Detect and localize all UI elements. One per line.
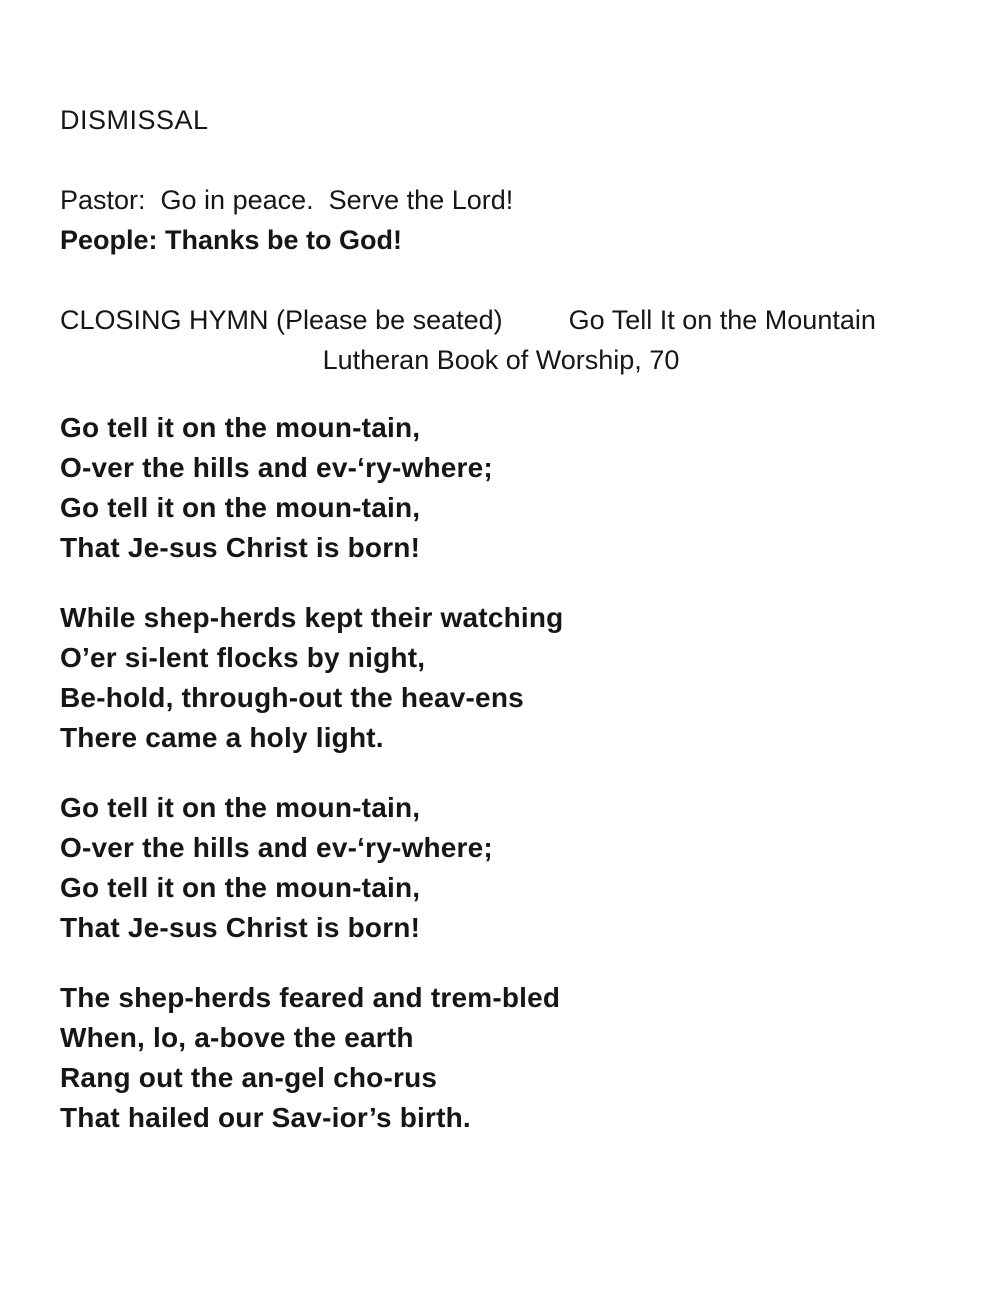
spacer — [60, 260, 942, 300]
hymn-line: That Je-sus Christ is born! — [60, 912, 421, 943]
hymn-line: Go tell it on the moun-tain, — [60, 492, 421, 523]
spacer — [60, 140, 942, 180]
pastor-line: Pastor: Go in peace. Serve the Lord! — [60, 185, 514, 215]
hymn-line: There came a holy light. — [60, 722, 384, 753]
hymn-line: That hailed our Sav-ior’s birth. — [60, 1102, 471, 1133]
hymn-line: When, lo, a-bove the earth — [60, 1022, 414, 1053]
hymn-stanza-verse-1 — [60, 598, 942, 758]
closing-hymn-label: CLOSING HYMN (Please be seated) — [60, 305, 503, 335]
hymn-line: That Je-sus Christ is born! — [60, 532, 421, 563]
hymn-title: Go Tell It on the Mountain — [568, 305, 876, 335]
hymn-line: Be-hold, through-out the heav-ens — [60, 682, 524, 713]
hymn-line: O’er si-lent flocks by night, — [60, 642, 426, 673]
hymn-line: O-ver the hills and ev-‘ry-where; — [60, 452, 493, 483]
dismissal-heading: DISMISSAL — [60, 105, 209, 135]
hymn-line: Rang out the an-gel cho-rus — [60, 1062, 438, 1093]
hymn-source-reference: Lutheran Book of Worship, 70 — [322, 345, 680, 375]
hymn-line: O-ver the hills and ev-‘ry-where; — [60, 832, 493, 863]
hymn-stanza-verse-2 — [60, 978, 942, 1138]
hymn-line: The shep-herds feared and trem-bled — [60, 982, 561, 1013]
hymn-stanza-refrain-2 — [60, 788, 942, 948]
people-response-line: People: Thanks be to God! — [60, 225, 403, 255]
closing-hymn-header — [60, 300, 942, 340]
hymn-line: Go tell it on the moun-tain, — [60, 872, 421, 903]
hymn-line: Go tell it on the moun-tain, — [60, 412, 421, 443]
hymn-line: While shep-herds kept their watching — [60, 602, 564, 633]
hymn-line: Go tell it on the moun-tain, — [60, 792, 421, 823]
hymn-stanza-refrain-1 — [60, 408, 942, 568]
